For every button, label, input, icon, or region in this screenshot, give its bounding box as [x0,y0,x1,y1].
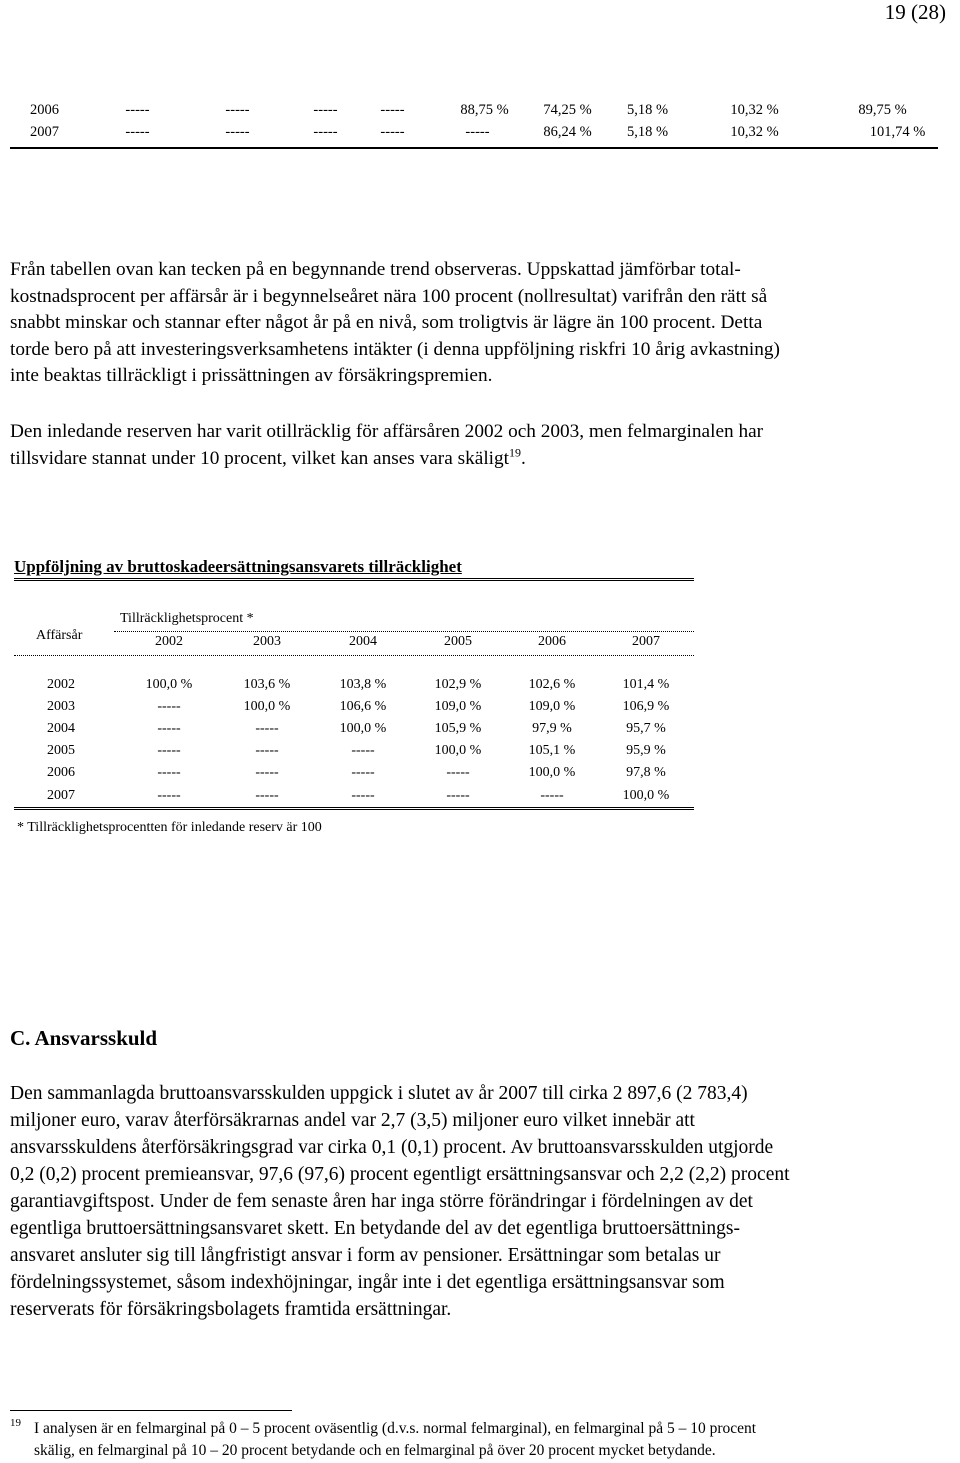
table-cell: ----- [446,765,470,780]
table-cell: 100,0 % [622,788,670,803]
text-line: I analysen är en felmarginal på 0 – 5 procent oväsentlig (d.v.s. normal felmarginal), en felmarginal på 5 – 10 procent [34,1420,757,1437]
table-title: Uppföljning av bruttoskadeersättningsansvarets tillräcklighet [14,557,462,576]
text-line: torde bero på att investeringsverksamhetens intäkter (i denna uppföljning riskfri 10 årig avkastning) [10,338,780,360]
table-cell: ----- [157,765,181,780]
text-line: miljoner euro, varav återförsäkrarnas andel var 2,7 (3,5) miljoner euro vilket innebär att [10,1110,695,1131]
table-cell: 5,18 % [626,124,669,140]
table-cell: 100,0 % [243,699,291,714]
table-cell: ----- [313,102,338,118]
table-cell: 100,0 % [434,743,482,758]
table-cell: ----- [465,124,490,140]
footnote-number: 19 [10,1417,21,1429]
paragraph-liabilities [10,1080,952,1323]
table-cell: 5,18 % [626,102,669,118]
header-bottom-rule [14,655,694,656]
table-cell: ----- [255,788,279,803]
text-span: . [521,447,526,469]
year-cell: 2003 [47,699,75,714]
year-cell: 2006 [47,765,75,780]
page-number: 19 (28) [884,0,946,24]
table-cell: ----- [380,102,405,118]
table-cell: ----- [255,765,279,780]
table-cell: ----- [225,124,250,140]
year-cell: 2004 [47,721,75,736]
year-cell: 2007 [47,788,75,803]
table-cell: 97,9 % [532,721,572,736]
column-header-row [14,634,694,656]
table-cell: 105,1 % [528,743,576,758]
table-cell: 100,0 % [528,765,576,780]
table-cell: 105,9 % [434,721,482,736]
table-note: * Tillräcklighetsprocentten för inledande reserv är 100 [17,820,322,835]
table-cell: 88,75 % [460,102,509,118]
table-cell: 10,32 % [730,124,779,140]
text-line: 0,2 (0,2) procent premieansvar, 97,6 (97,6) procent egentligt ersättningsansvar och 2,2 (2,2) procent [10,1164,790,1185]
title-rule [14,578,694,581]
table-cell: 89,75 % [858,102,907,118]
column-header: 2002 [155,634,183,649]
table-cell: ----- [225,102,250,118]
text-line: snabbt minskar och stannar efter något år på en nivå, som troligtvis är lägre än 100 procent. Detta [10,312,763,333]
table-cell: ----- [255,721,279,736]
row-header: Affärsår [36,628,83,643]
year-cell: 2006 [30,102,59,118]
table-cell: ----- [313,124,338,140]
table-cell: ----- [446,788,470,803]
text-span: tillsvidare stannat under 10 procent, vilket kan anses vara skäligt [10,447,510,469]
text-line: inte beaktas tillräckligt i prissättningen av försäkringspremien. [10,365,493,386]
table-cell: 101,4 % [622,677,670,692]
top-table [15,100,933,144]
year-cell: 2005 [47,743,75,758]
header-rule [114,631,694,632]
table-cell: 103,8 % [339,677,387,692]
footnote-ref[interactable]: 19 [509,445,522,460]
table-cell: 106,9 % [622,699,670,714]
table-row [14,677,694,699]
table-cell: 100,0 % [339,721,387,736]
table-cell: ----- [540,788,564,803]
text-line [10,446,952,473]
text-line: Från tabellen ovan kan tecken på en begynnande trend observeras. Uppskattad jämförbar total- [10,259,741,280]
table-cell: 102,9 % [434,677,482,692]
text-line: egentliga bruttoersättningsansvaret skett. En betydande del av det egentliga bruttoersättnings- [10,1218,740,1239]
table-row [14,743,694,765]
text-line: kostnadsprocent per affärsår är i begynnelseåret nära 100 procent (nollresultat) varifrån den rätt så [10,285,768,307]
column-header: 2005 [444,634,472,649]
table-cell: 101,74 % [869,124,926,140]
text-line: reserverats för försäkringsbolagets framtida ersättningar. [10,1299,452,1320]
footnote-separator [10,1410,292,1411]
table-cell: 95,7 % [626,721,666,736]
column-header: 2003 [253,634,281,649]
table-bottom-rule [14,807,694,810]
paragraph-trend [10,257,952,390]
table-cell: 103,6 % [243,677,291,692]
table-cell: 106,6 % [339,699,387,714]
table-cell: ----- [157,743,181,758]
table-cell: 10,32 % [730,102,779,118]
table-cell: 102,6 % [528,677,576,692]
column-header: 2004 [349,634,377,649]
text-line: Den inledande reserven har varit otillräcklig för affärsåren 2002 och 2003, men felmarginalen har [10,421,764,442]
table-cell: 74,25 % [543,102,592,118]
table-cell: ----- [157,721,181,736]
paragraph-reserve [10,419,952,472]
table-cell: ----- [157,788,181,803]
table-row [15,122,933,144]
table-cell: ----- [351,743,375,758]
table-cell: 100,0 % [145,677,193,692]
table-cell: ----- [380,124,405,140]
table-row [15,100,933,122]
table-bottom-rule [10,147,938,149]
table-cell: 97,8 % [626,765,666,780]
table-cell: 109,0 % [434,699,482,714]
table-cell: 95,9 % [626,743,666,758]
column-header: 2006 [538,634,566,649]
table-cell: ----- [125,102,150,118]
section-heading: C. Ansvarsskuld [10,1026,158,1050]
footnote-text [34,1418,950,1462]
table-cell: 109,0 % [528,699,576,714]
text-line: Den sammanlagda bruttoansvarsskulden uppgick i slutet av år 2007 till cirka 2 897,6 (2 783,4) [10,1083,748,1104]
text-line: fördelningssystemet, såsom indexhöjningar, ingår inte i det egentliga ersättningsansvar som [10,1272,725,1293]
table-cell: ----- [157,699,181,714]
table-row [14,765,694,787]
table-row [14,721,694,743]
text-line: skälig, en felmarginal på 10 – 20 procent betydande och en felmarginal på över 20 procent mycket betydande. [34,1442,716,1459]
year-cell: 2002 [47,677,75,692]
year-cell: 2007 [30,124,59,140]
column-header: 2007 [632,634,660,649]
table-cell: 86,24 % [543,124,592,140]
text-line: garantiavgiftspost. Under de fem senaste åren har inga större förändringar i fördelningen av det [10,1191,753,1212]
group-header: Tillräcklighetsprocent * [120,611,254,626]
table-cell: ----- [125,124,150,140]
table-cell: ----- [255,743,279,758]
table-cell: ----- [351,788,375,803]
text-line: ansvarsskuldens återförsäkringsgrad var cirka 0,1 (0,1) procent. Av bruttoansvarsskulden utgjorde [10,1137,774,1158]
table-row [14,699,694,721]
table-cell: ----- [351,765,375,780]
text-line: ansvaret ansluter sig till långfristigt ansvar i form av pensioner. Ersättningar som betalas ur [10,1245,721,1266]
